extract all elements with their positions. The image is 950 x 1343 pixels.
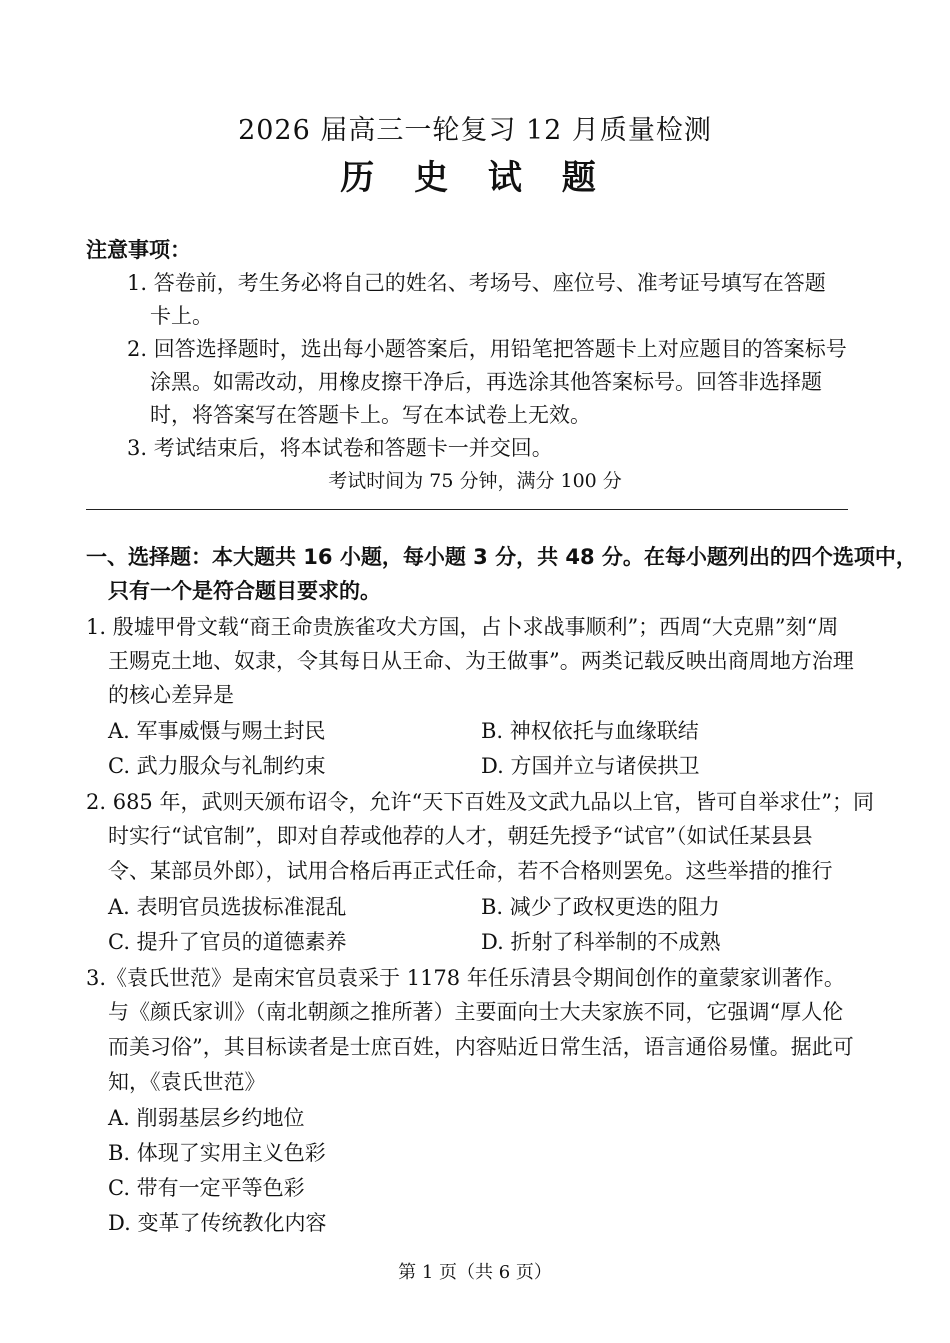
question-3-option-c: C. 带有一定平等色彩 [108,1176,305,1200]
notice-line: 2. 回答选择题时，选出每小题答案后，用铅笔把答题卡上对应题目的答案标号 [127,337,847,361]
question-2-stem: 时实行“试官制”，即对自荐或他荐的人才，朝廷先授予“试官”（如试任某县县 [108,824,813,848]
question-1-stem: 1. 殷墟甲骨文载“商王命贵族雀攻犬方国，占卜求战事顺利”；西周“大克鼎”刻“周 [86,615,839,639]
exam-title: 历 史 试 题 [340,158,610,198]
divider-rule [86,509,848,510]
question-1-option-b: B. 神权依托与血缘联结 [481,719,699,743]
exam-time-info: 考试时间为 75 分钟，满分 100 分 [328,470,622,492]
question-2-option-d: D. 折射了科举制的不成熟 [481,930,721,954]
page-number: 第 1 页（共 6 页） [398,1262,552,1283]
question-3-option-a: A. 削弱基层乡约地位 [108,1106,305,1130]
section-heading: 一、选择题：本大题共 16 小题，每小题 3 分，共 48 分。在每小题列出的四个选项中， [86,545,917,569]
question-1-stem: 的核心差异是 [108,683,234,707]
question-1-option-a: A. 军事威慑与赐土封民 [108,719,326,743]
question-3-stem: 而美习俗”，其目标读者是士庶百姓，内容贴近日常生活，语言通俗易懂。据此可 [108,1035,854,1059]
question-3-option-b: B. 体现了实用主义色彩 [108,1141,326,1165]
question-2-option-c: C. 提升了官员的道德素养 [108,930,347,954]
question-1-option-d: D. 方国并立与诸侯拱卫 [481,754,700,778]
question-3-stem: 与《颜氏家训》（南北朝颜之推所著）主要面向士大夫家族不同，它强调“厚人伦 [108,1000,844,1024]
question-2-option-a: A. 表明官员选拔标准混乱 [108,895,347,919]
question-3-stem: 3.《袁氏世范》是南宋官员袁采于 1178 年任乐清县令期间创作的童蒙家训著作。 [86,966,845,990]
exam-subtitle: 2026 届高三一轮复习 12 月质量检测 [238,115,712,146]
notice-line: 3. 考试结束后，将本试卷和答题卡一并交回。 [127,436,553,460]
question-3-option-d: D. 变革了传统教化内容 [108,1211,327,1235]
notice-line: 1. 答卷前，考生务必将自己的姓名、考场号、座位号、准考证号填写在答题 [127,271,826,295]
section-heading-cont: 只有一个是符合题目要求的。 [108,579,381,603]
question-2-option-b: B. 减少了政权更迭的阻力 [481,895,720,919]
question-1-stem: 王赐克土地、奴隶，令其每日从王命、为王做事”。两类记载反映出商周地方治理 [108,649,854,673]
question-3-stem: 知，《袁氏世范》 [108,1070,266,1094]
question-1-option-c: C. 武力服众与礼制约束 [108,754,326,778]
notice-line: 涂黑。如需改动，用橡皮擦干净后，再选涂其他答案标号。回答非选择题 [150,370,822,394]
question-2-stem: 2. 685 年，武则天颁布诏令，允许“天下百姓及文武九品以上官，皆可自举求仕”；同 [86,790,874,814]
notice-line: 卡上。 [150,304,213,328]
notice-line: 时，将答案写在答题卡上。写在本试卷上无效。 [150,403,591,427]
question-2-stem: 令、某部员外郎），试用合格后再正式任命，若不合格则罢免。这些举措的推行 [108,859,833,883]
notice-heading: 注意事项： [86,238,191,262]
